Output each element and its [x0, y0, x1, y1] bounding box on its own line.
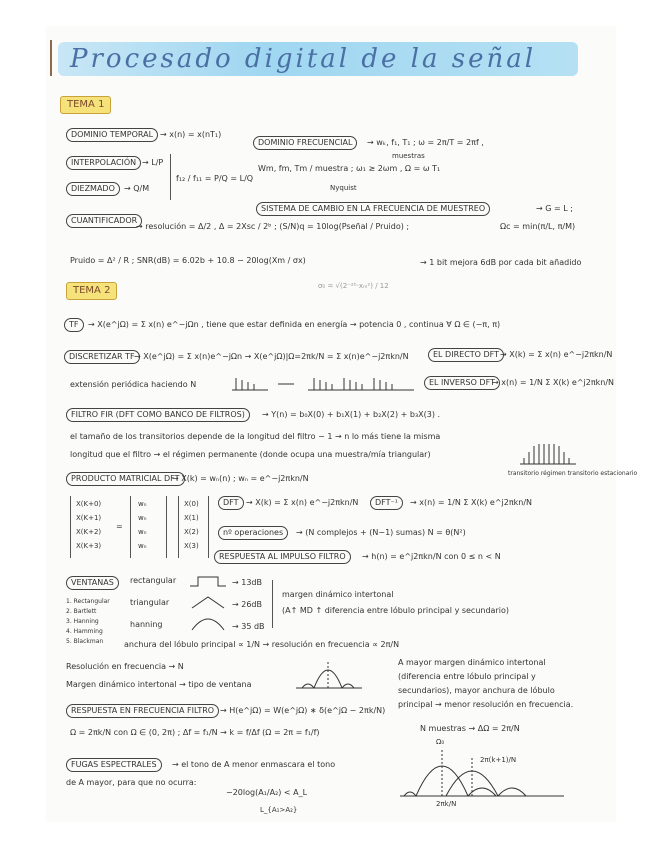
tri-window-sketch	[188, 594, 228, 610]
ventana-item-2: 2. Bartlett	[66, 608, 97, 615]
respuesta-box: RESPUESTA AL IMPULSO FILTRO	[214, 550, 351, 564]
matrix-w-1: wₙ	[138, 514, 147, 522]
matrix-w-0: wₙ	[138, 500, 147, 508]
matrix-left-bracket	[70, 496, 71, 558]
tf-box: TF	[64, 318, 84, 332]
operaciones-box: nº operaciones	[218, 526, 288, 540]
fugas-eq: → el tono de A menor enmascara el tono	[172, 760, 336, 769]
tf-eq: → X(e^jΩ) = Σ x(n) e^−jΩn , tiene que estar definida en energía → potencia 0 , continua ∀ Ω ∈ (−π, π)	[88, 320, 501, 329]
transitorio-label: transitorio régimen transitorio estacionario	[508, 470, 638, 477]
idft2-eq: → x(n) = 1/N Σ X(k) e^j2πkn/N	[410, 498, 533, 507]
fugas-inequality: −20log(A₁/A₂) < A_L	[226, 788, 308, 797]
margen-line1: margen dinámico intertonal	[282, 590, 394, 599]
matrix-w-2: wₙ	[138, 528, 147, 536]
idft-eq: → x(n) = 1/N Σ X(k) e^j2πkn/N	[492, 378, 615, 387]
lobe-sketch	[294, 656, 364, 692]
ventanas-box: VENTANAS	[66, 576, 119, 590]
dominio-temporal-eq: → x(n) = x(nT₁)	[160, 130, 222, 139]
ventana-item-3: 3. Hanning	[66, 618, 99, 625]
dft2-eq: → X(k) = Σ x(n) e^−j2πkn/N	[246, 498, 359, 507]
idft-box: EL INVERSO DFT	[424, 376, 500, 390]
producto-eq: → X(k) = wₙ(n) ; wₙ = e^−j2πkn/N	[172, 474, 309, 483]
ventana-item-4: 4. Hamming	[66, 628, 103, 635]
mejora-note: → 1 bit mejora 6dB por cada bit añadido	[420, 258, 582, 267]
pruido-eq: Pruido = Δ² / R ; SNR(dB) = 6.02b + 10.8 − 20log(Xm / σx)	[70, 256, 306, 265]
tema1-label: TEMA 1	[60, 96, 111, 114]
producto-box: PRODUCTO MATRICIAL DFT	[66, 472, 185, 486]
discretizar-box: DISCRETIZAR TF	[64, 350, 140, 364]
matrix-left-3: X(K+3)	[76, 542, 102, 550]
rect-db: → 13dB	[232, 578, 262, 587]
dft2-box: DFT	[218, 496, 244, 510]
hann-window-sketch	[188, 614, 228, 632]
matrix-left-2: X(K+2)	[76, 528, 102, 536]
filtro-box: FILTRO FIR (DFT COMO BANCO DE FILTROS)	[66, 408, 250, 422]
interpolacion-eq: → L/P	[142, 158, 164, 167]
transient-sketch	[518, 440, 578, 466]
fugas-line2: de A mayor, para que no ocurra:	[66, 778, 197, 787]
muestras-label: muestras	[392, 152, 425, 160]
omega-eq: Ω = 2πk/N con Ω ∈ (0, 2π) ; Δf = f₁/N → k = f/Δf (Ω = 2π = f₁/f)	[70, 728, 320, 737]
matrix-right-0: X(0)	[184, 500, 199, 508]
ventana-item-5: 5. Blackman	[66, 638, 104, 645]
tri-db: → 26dB	[232, 600, 262, 609]
fugas-sub: L_{A₁>A₂}	[260, 806, 298, 814]
tema2-label: TEMA 2	[66, 282, 117, 300]
omega-k-label: 2πk/N	[436, 800, 457, 808]
dft-box: EL DIRECTO DFT	[428, 348, 504, 362]
dominio-frecuencial-eq: → wₖ, f₁, T₁ ; ω = 2π/T = 2πf ,	[367, 138, 484, 147]
tamano-line2: longitud que el filtro → el régimen permanente (donde ocupa una muestra/mía triangular)	[70, 450, 431, 459]
extension-text: extensión periódica haciendo N	[70, 380, 197, 389]
mayor-line4: principal → menor resolución en frecuencia.	[398, 700, 574, 709]
cuantificador-box: CUANTIFICADOR	[66, 214, 142, 228]
freq-response-sketch	[398, 736, 568, 806]
rect-label: rectangular	[130, 576, 177, 585]
omega0-label: Ω₀	[436, 738, 445, 746]
matrix-right-3: X(3)	[184, 542, 199, 550]
margen-line2: (A↑ MD ↑ diferencia entre lóbulo principal y secundario)	[282, 606, 509, 615]
mayor-line1: A mayor margen dinámico intertonal	[398, 658, 546, 667]
matrix-left-1: X(K+1)	[76, 514, 102, 522]
matrix-w-3: wₙ	[138, 542, 147, 550]
fugas-box: FUGAS ESPECTRALES	[66, 758, 162, 772]
dft-eq: → X(k) = Σ x(n) e^−j2πkn/N	[500, 350, 613, 359]
dominio-temporal-box: DOMINIO TEMPORAL	[66, 128, 158, 142]
matrix-right-bracket	[178, 496, 179, 558]
respuesta-frec-eq: → H(e^jΩ) = W(e^jΩ) ∗ δ(e^jΩ − 2πk/N)	[220, 706, 386, 715]
mayor-line2: (diferencia entre lóbulo principal y	[398, 672, 536, 681]
wm-eq: Wm, fm, Tm / muestra ; ω₁ ≥ 2ωm , Ω = ω T₁	[258, 164, 441, 173]
filtro-eq: → Y(n) = b₀X(0) + b₁X(1) + b₂X(2) + b₃X(3) .	[262, 410, 441, 419]
resolucion-text: Resolución en frecuencia → N	[66, 662, 184, 671]
hann-db: → 35 dB	[232, 622, 265, 631]
matrix-left-0: X(K+0)	[76, 500, 102, 508]
periodic-extension-sketch	[228, 372, 418, 394]
margen-text: Margen dinámico intertonal → tipo de ventana	[66, 680, 252, 689]
matrix-right-1: X(1)	[184, 514, 199, 522]
sistema-cambio-box: SISTEMA DE CAMBIO EN LA FRECUENCIA DE MUESTREO	[256, 202, 490, 216]
discretizar-eq: → X(e^jΩ) = Σ x(n)e^−jΩn → X(e^jΩ)|Ω=2πk/N = Σ x(n)e^−j2πkn/N	[134, 352, 409, 361]
omega-k1-label: 2π(k+1)/N	[480, 756, 517, 764]
brace	[170, 154, 171, 200]
n-muestras-label: N muestras → ΔΩ = 2π/N	[420, 724, 520, 733]
respuesta-eq: → h(n) = e^j2πkn/N con 0 ≤ n < N	[362, 552, 501, 561]
margin-line	[50, 40, 52, 76]
matrix-right-2: X(2)	[184, 528, 199, 536]
idft2-box: DFT⁻¹	[370, 496, 403, 510]
rect-window-sketch	[188, 574, 228, 588]
cuantificador-eq: → resolución = Δ/2 , Δ = 2Xsc / 2ᵇ ; (S/N)q = 10log(Pseñal / Pruido) ;	[136, 222, 410, 231]
tri-label: triangular	[130, 598, 170, 607]
anchura-text: anchura del lóbulo principal ∝ 1/N → resolución en frecuencia ∝ 2π/N	[124, 640, 400, 649]
diezmado-eq: → Q/M	[124, 184, 150, 193]
omega-c-eq: Ωc = min(π/L, π/M)	[500, 222, 576, 231]
sistema-cambio-eq: → G = L ;	[536, 204, 573, 213]
page-title: Procesado digital de la señal	[70, 44, 537, 74]
interpolacion-box: INTERPOLACIÓN	[66, 156, 141, 170]
respuesta-frec-box: RESPUESTA EN FRECUENCIA FILTRO	[66, 704, 219, 718]
dominio-frecuencial-box: DOMINIO FRECUENCIAL	[253, 136, 357, 150]
ratio-eq: f₁₂ / f₁₁ = P/Q = L/Q	[176, 174, 254, 183]
matrix-w-bracket	[130, 496, 131, 558]
ventana-item-1: 1. Rectangular	[66, 598, 110, 605]
hann-label: hanning	[130, 620, 163, 629]
mayor-line3: secundarios), mayor anchura de lóbulo	[398, 686, 555, 695]
nyquist-label: Nyquist	[330, 184, 357, 192]
tamano-line1: el tamaño de los transitorios depende de la longitud del filtro − 1 → n lo más tiene la misma	[70, 432, 441, 441]
diezmado-box: DIEZMADO	[66, 182, 120, 196]
operaciones-eq: → (N complejos + (N−1) sumas) N = θ(N²)	[296, 528, 466, 537]
sigma-eq: σ₀ = √(2⁻²ᵇ·xₘ²) / 12	[318, 282, 389, 290]
